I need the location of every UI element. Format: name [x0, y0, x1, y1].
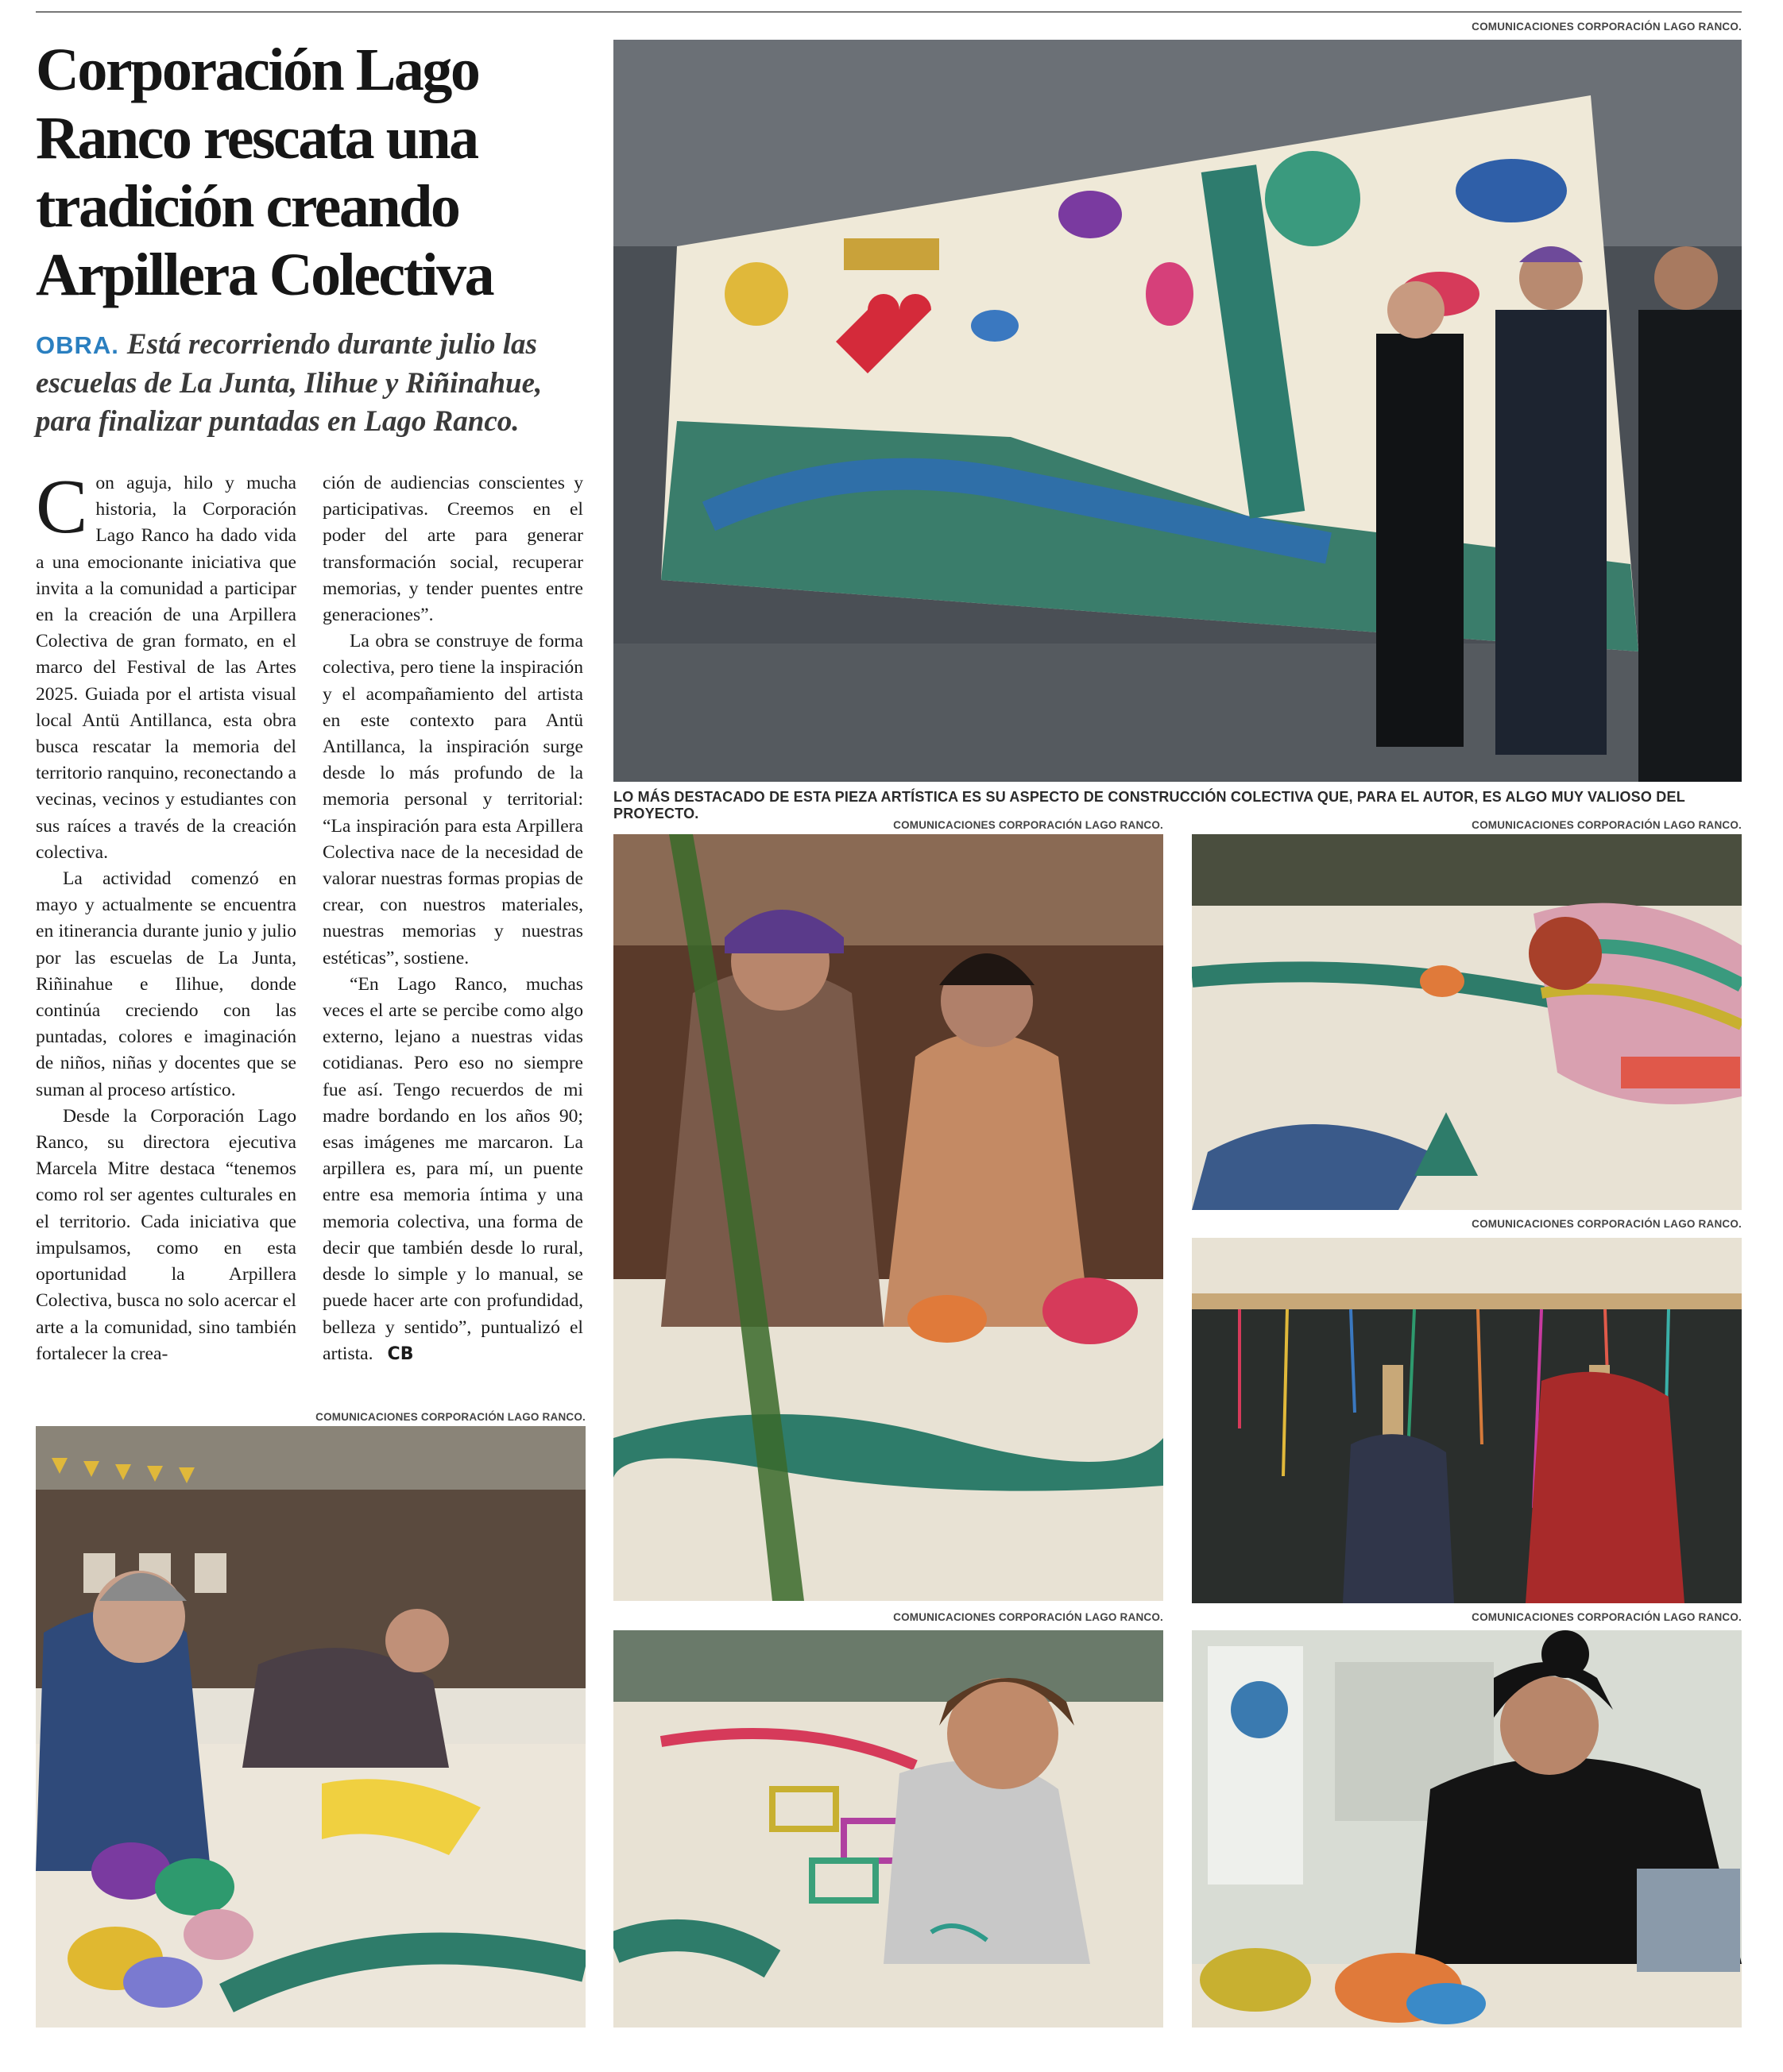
photo-woman-yarn	[1192, 1630, 1742, 2028]
article-column-2	[323, 470, 583, 1367]
top-rule	[36, 11, 1742, 13]
photo-credit-main: COMUNICACIONES CORPORACIÓN LAGO RANCO.	[1472, 21, 1742, 33]
paragraph	[36, 464, 296, 866]
headline: Corporación Lago Ranco rescata una tradición creando Arpillera Colectiva	[36, 37, 493, 308]
paragraph-text: “En Lago Ranco, muchas veces el arte se percibe como algo externo, lejano a nuestras vidas cotidianas. Pero eso no siempre fue así. Tengo recuerdos de mi madre bordando en los años 90; esas imágenes me marcaron. La arpillera es, para mí, un puente entre esa memoria íntima y una memoria colectiva, una forma de decir que también desde lo rural, desde lo simple y lo manual, se puede hacer arte con profundidad, belleza y sentido”, puntualizó el artista.	[323, 973, 583, 1364]
photo-credit-5: COMUNICACIONES CORPORACIÓN LAGO RANCO.	[893, 1611, 1163, 1623]
photo-women-sewing	[613, 834, 1163, 1601]
photo-credit-7: COMUNICACIONES CORPORACIÓN LAGO RANCO.	[315, 1411, 586, 1423]
photo-credit-2: COMUNICACIONES CORPORACIÓN LAGO RANCO.	[893, 819, 1163, 831]
article-column-1	[36, 464, 296, 1367]
main-photo-caption: LO MÁS DESTACADO DE ESTA PIEZA ARTÍSTICA ES SU ASPECTO DE CONSTRUCCIÓN COLECTIVA QUE, PARA EL AUTOR, ES ALGO MUY VALIOSO DEL PROYECTO.	[613, 789, 1685, 821]
deck-text: Está recorriendo durante julio las escuelas de La Junta, Ilihue y Riñinahue, para finalizar puntadas en Lago Ranco.	[36, 328, 543, 438]
end-mark: CB	[387, 1343, 414, 1364]
deck-kicker: OBRA.	[36, 331, 119, 359]
photo-credit-4: COMUNICACIONES CORPORACIÓN LAGO RANCO.	[1472, 1218, 1742, 1230]
drop-cap: C	[36, 464, 88, 550]
photo-credit-3: COMUNICACIONES CORPORACIÓN LAGO RANCO.	[1472, 819, 1742, 831]
photo-community-table	[36, 1426, 586, 2028]
deck	[36, 326, 592, 441]
photo-credit-6: COMUNICACIONES CORPORACIÓN LAGO RANCO.	[1472, 1611, 1742, 1623]
photo-girl-embroidering	[613, 1630, 1163, 2028]
paragraph: Desde la Corporación Lago Ranco, su directora ejecutiva Marcela Mitre destaca “tenemos como rol ser agentes culturales en el territorio. Cada iniciativa que impulsamos, como en esta oportunidad la Arpillera Colectiva, busca no solo acercar el arte a la comunidad, sino también fortalecer la crea-	[36, 1105, 296, 1364]
photo-arpillera-main	[613, 40, 1742, 782]
paragraph	[323, 972, 583, 1367]
paragraph: ción de audiencias conscientes y participativas. Creemos en el poder del arte para generar transformación social, recuperar memorias, y tender puentes entre generaciones”.	[323, 473, 583, 626]
paragraph: La actividad comenzó en mayo y actualmente se encuentra en itinerancia durante junio y julio por las escuelas de La Junta, Riñinahue e Ilihue, donde continúa creciendo con las puntadas, colores e imaginación de niños, niñas y docentes que se suman al proceso artístico.	[36, 868, 296, 1100]
paragraph-text: on aguja, hilo y mucha historia, la Corporación Lago Ranco ha dado vida a una emocionante iniciativa que invita a la comunidad a participar en la creación de una Arpillera Colectiva de gran formato, en el marco del Festival de las Artes 2025. Guiada por el artista visual local Antü Antillanca, esta obra busca rescatar la memoria del territorio ranquino, reconectando a vecinas, vecinos y estudiantes con sus raíces a través de la creación colectiva.	[36, 473, 296, 863]
photo-woman-embroidering	[1192, 834, 1742, 1210]
paragraph: La obra se construye de forma colectiva, pero tiene la inspiración y el acompañamiento del artista en este contexto para Antü Antillanca, la inspiración surge desde lo más profundo de la memoria personal y territorial: “La inspiración para esta Arpillera Colectiva nace de la necesidad de valorar nuestras formas propias de crear, con nuestros materiales, nuestras memorias y nuestras estéticas”, sostiene.	[323, 631, 583, 968]
photo-hanging-threads	[1192, 1238, 1742, 1603]
